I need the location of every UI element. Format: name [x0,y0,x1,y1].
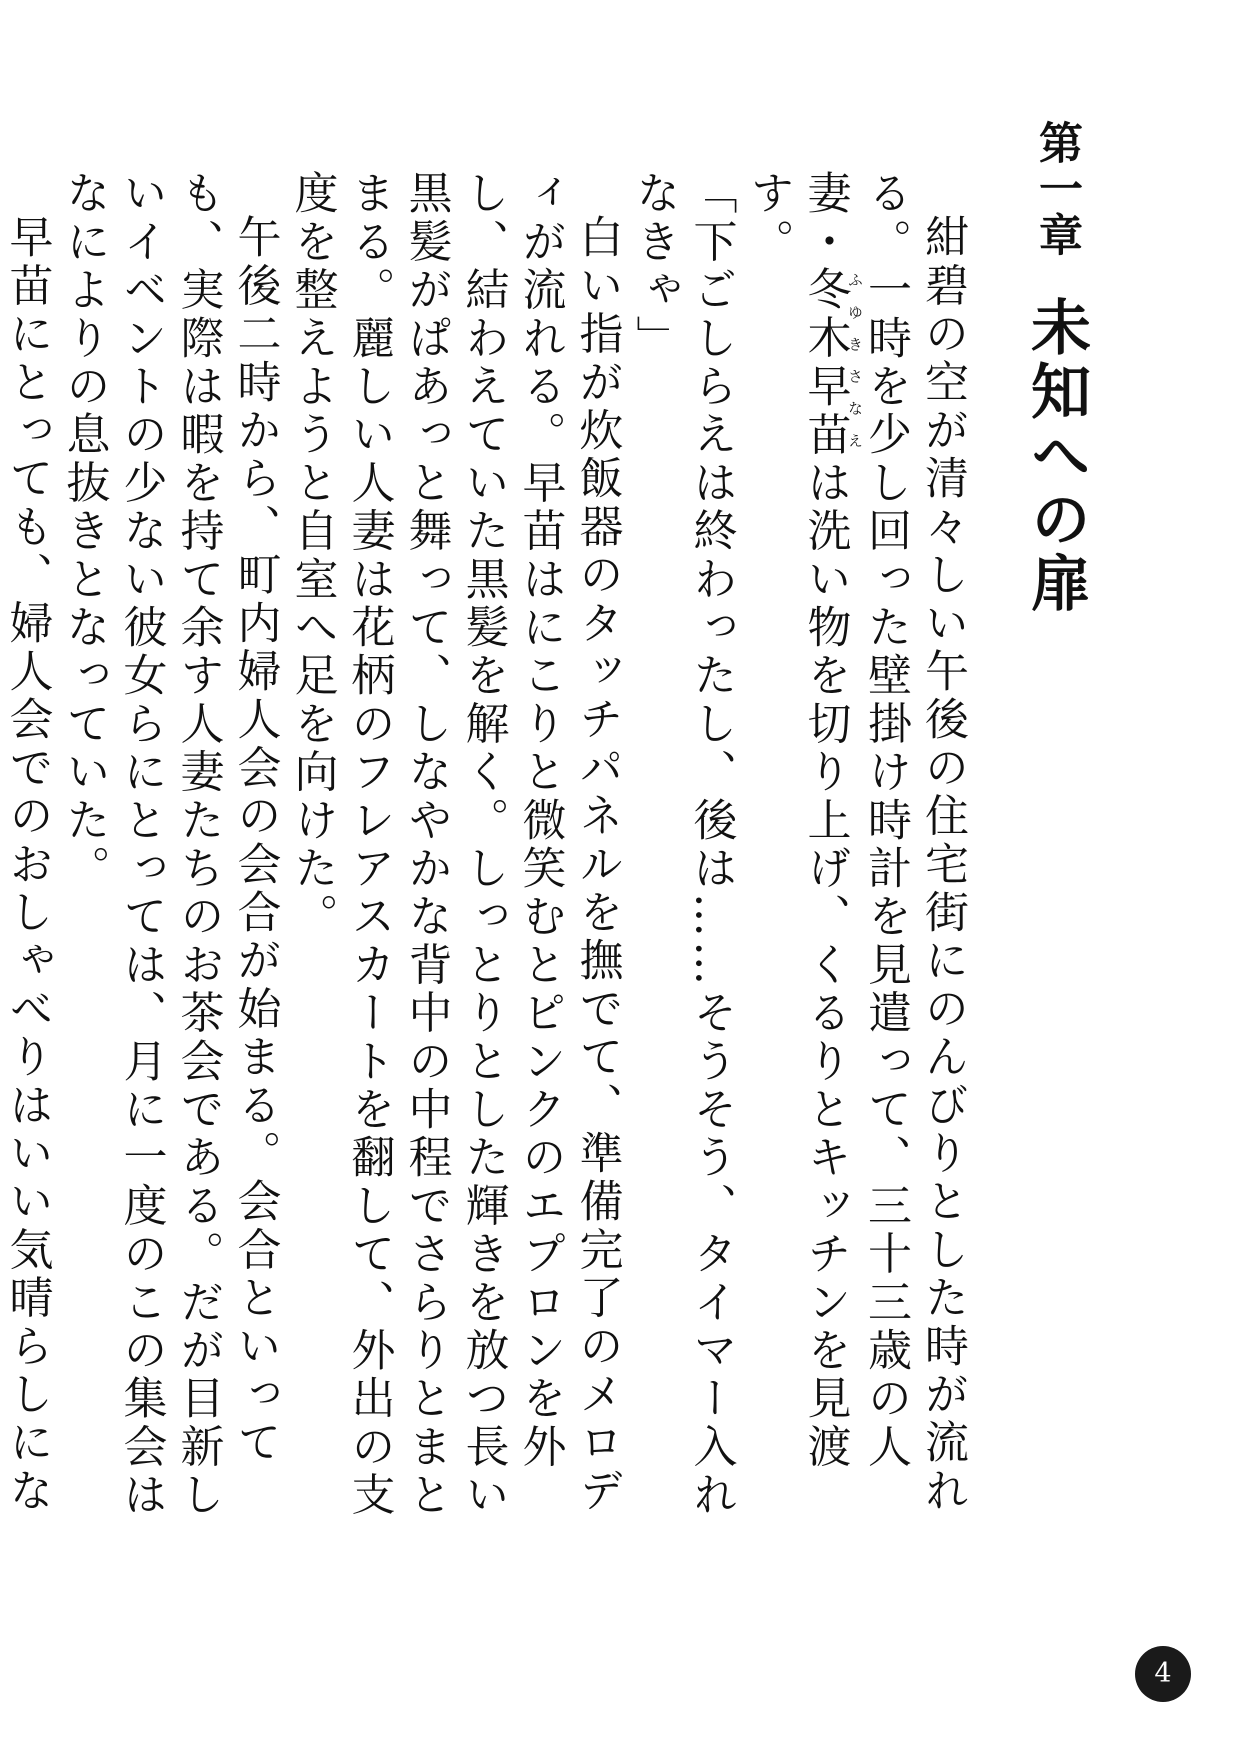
paragraph-5: 早苗にとっても、婦人会でのおしゃべりはいい気晴らしにな [1,214,53,1516]
paragraph-1-text-before: 紺碧の空が清々しい午後の住宅街にのんびりとした時が流れる。一時を少し回った壁掛け時計を見遣って、三十三歳の人妻・ [799,170,968,1516]
paragraph-1 [740,170,972,1530]
paragraph-2-dialogue: 「下ごしらえは終わったし、後は……そうそう、タイマー入れなきゃ」 [628,170,737,1520]
body-text [1,170,971,1530]
ruby-surname: 冬木ふゆき [799,266,864,363]
chapter-heading [1021,120,1099,720]
furigana-given-name: さなえ [846,362,864,460]
furigana-surname: ふゆき [846,266,864,363]
ruby-given-name: 早苗さなえ [799,362,864,460]
name-with-furigana [799,266,864,460]
paragraph-1-text-after: は洗い物を切り上げ、くるりとキッチンを見渡す。 [742,170,851,1472]
page-number-badge: 4 [1135,1646,1191,1702]
chapter-title: 未知への扉 [1021,296,1091,616]
paragraph-4: 午後二時から、町内婦人会の会合が始まる。会合といっても、実際は暇を持て余す人妻たちのお茶会である。だが目新しいイベントの少ない彼女らにとっては、月に一度のこの集会はなによりの息抜きとなっていた。 [58,170,281,1520]
paragraph-3: 白い指が炊飯器のタッチパネルを撫でて、準備完了のメロディが流れる。早苗はにこりと微笑むとピンクのエプロンを外し、結わえていた黒髪を解く。しっとりとした輝きを放つ長い黒髪がぱあっと舞って、しなやかな背中の中程でさらりとまとまる。麗しい人妻は花柄のフレアスカートを翻して、外出の支度を整えようと自室へ足を向けた。 [286,170,623,1520]
chapter-number: 第一章 [1031,120,1082,258]
